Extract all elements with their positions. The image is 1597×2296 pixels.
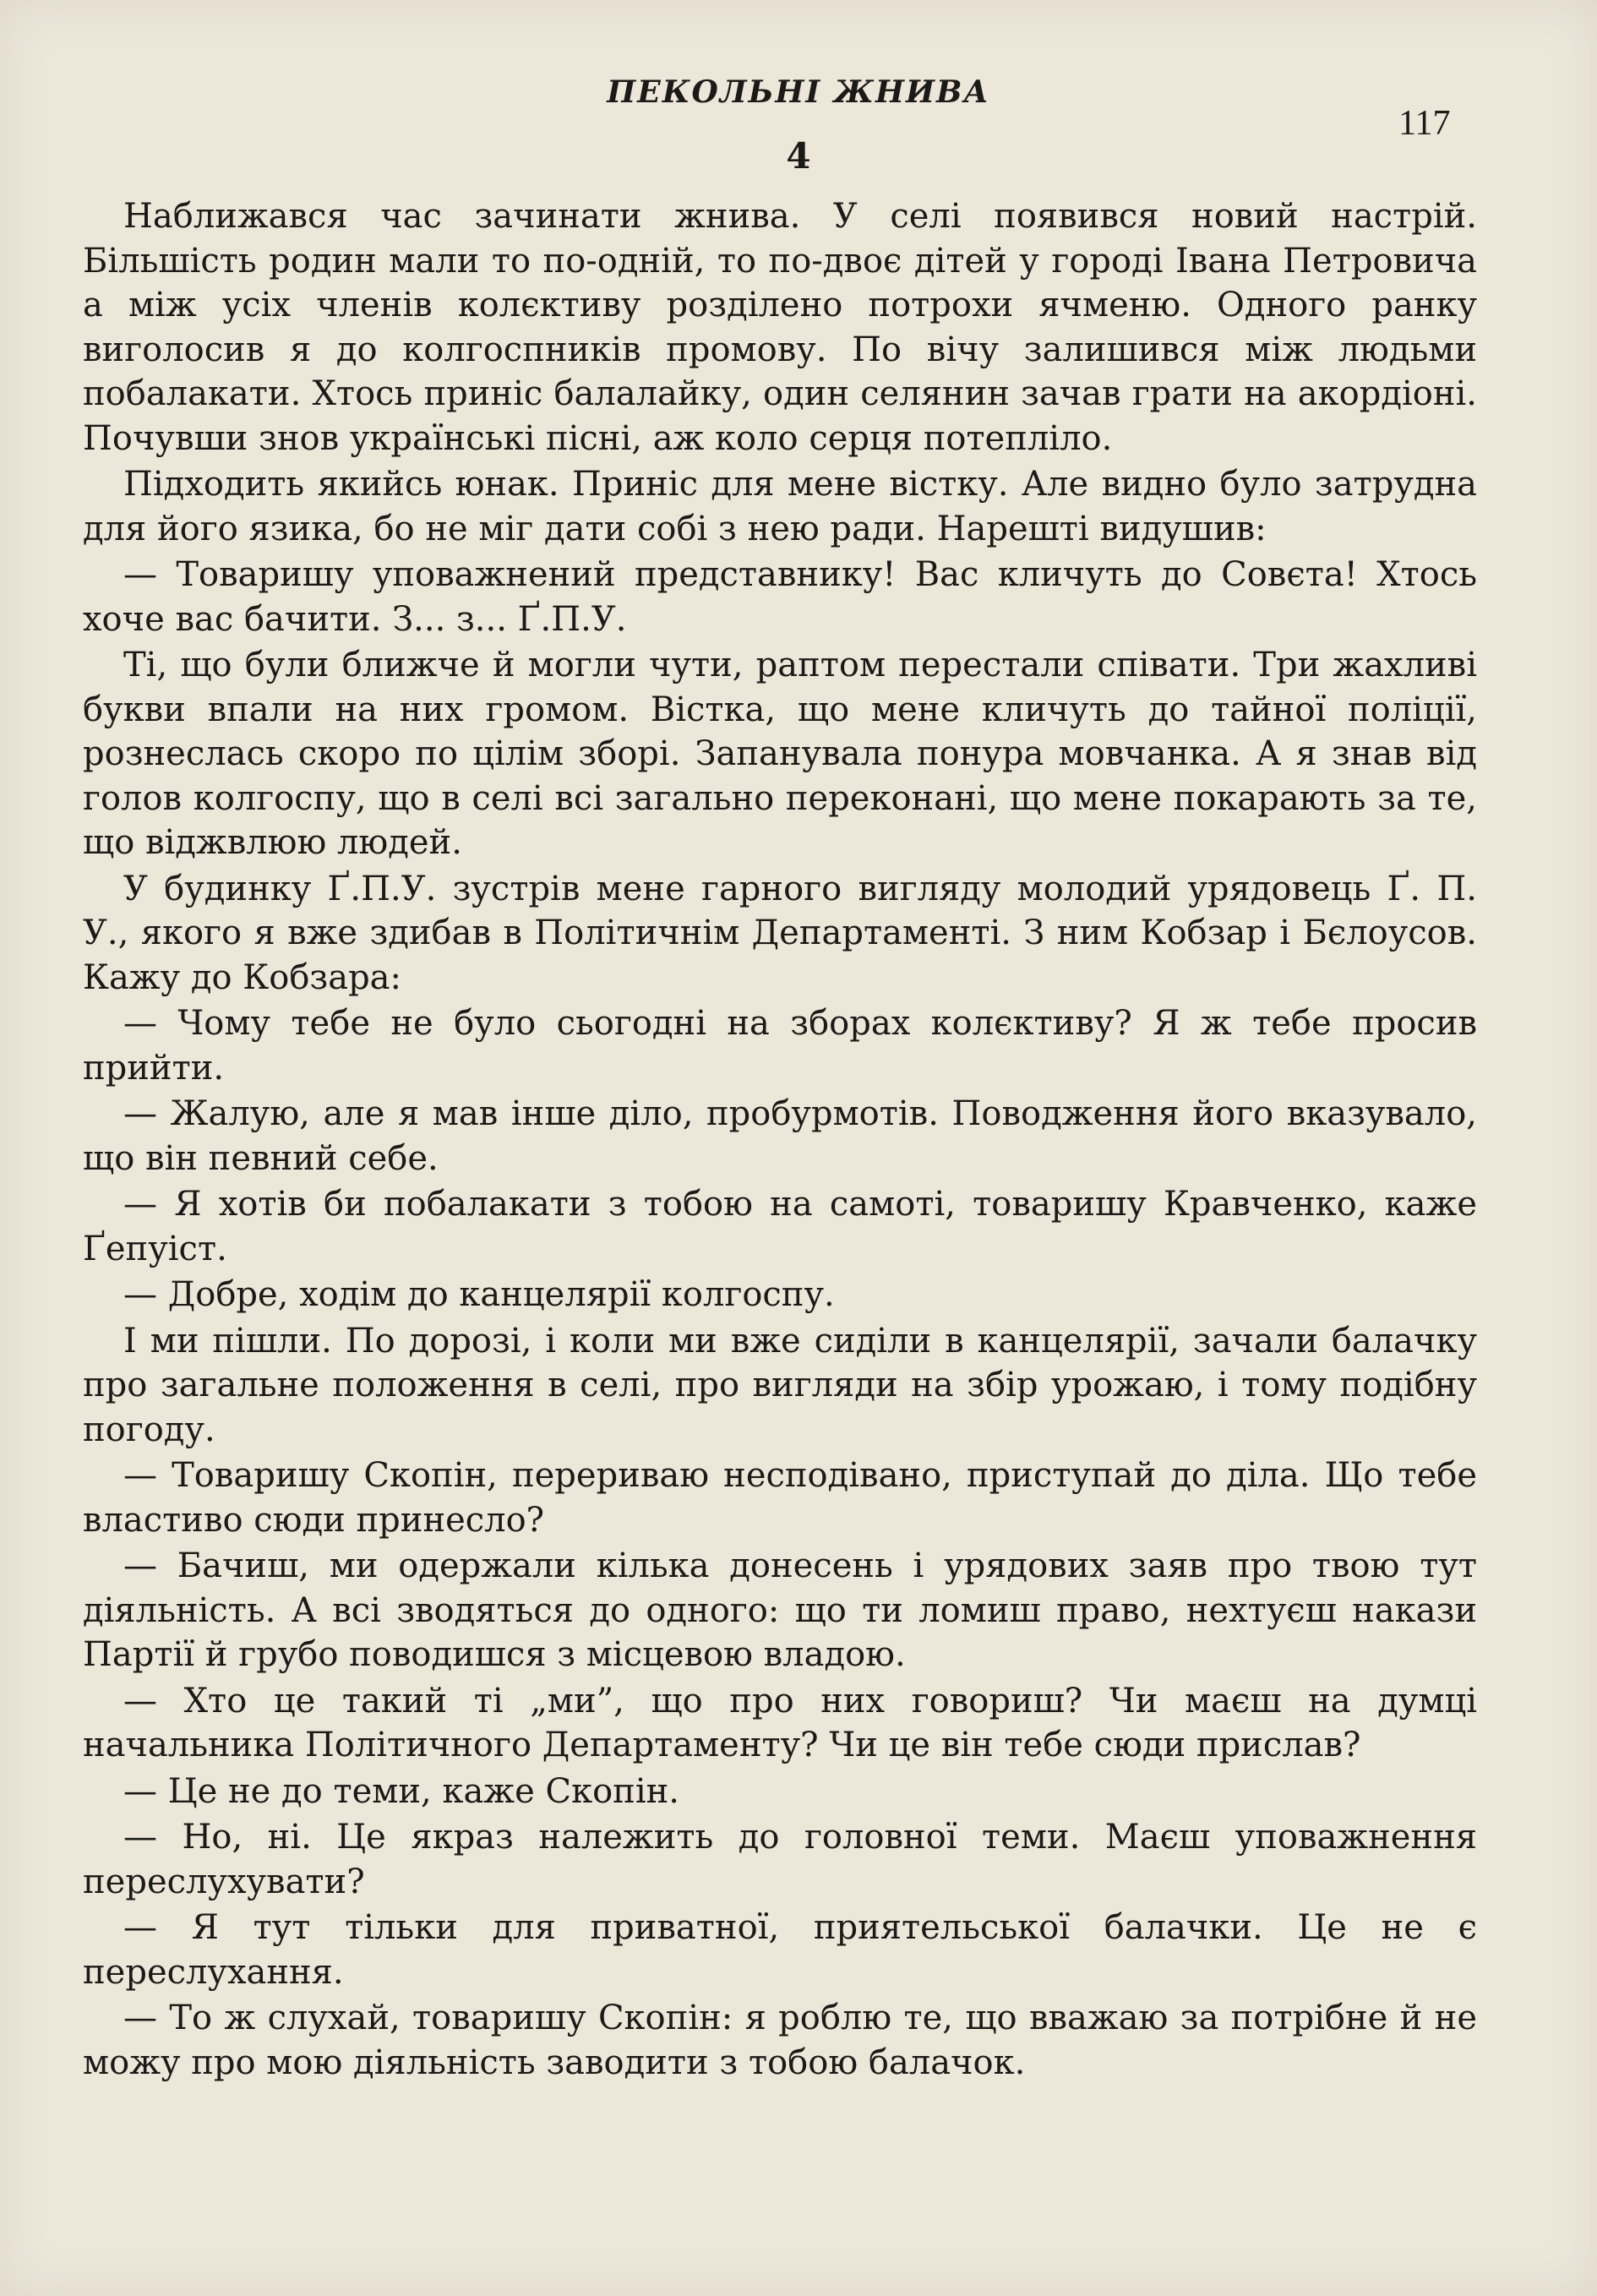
paragraph: Підходить якийсь юнак. Приніс для мене вістку. Але видно було затрудна для його язика, бо не міг дати собі з нею ради. Нарешті видушив: xyxy=(83,465,1477,548)
paragraph: Наближався час зачинати жнива. У селі появився новий настрій. Більшість родин мали то по-одній, то по-двоє дітей у городі Івана Петровича а між усіх членів колєктиву розділено потрохи ячменю. Одного ранку виголосив я до колгоспників промову. По вічу залишився між людьми побалакати. Хтось приніс балалайку, один селянин зачав грати на акордіоні. Почувши знов українські пісні, аж коло серця потепліло. xyxy=(83,197,1477,458)
paragraph: — Це не до теми, каже Скопін. xyxy=(123,1771,680,1811)
paragraph: — Я хотів би побалакати з тобою на самоті, товаришу Кравченко, каже Ґепуіст. xyxy=(83,1185,1477,1268)
paragraph: І ми пішли. По дорозі, і коли ми вже сиділи в канцелярії, зачали балачку про загальне положення в селі, про вигляди на збір урожаю, і тому подібну погоду. xyxy=(83,1321,1477,1449)
paragraph: — Но, ні. Це якраз належить до головної теми. Маєш уповажнення переслухувати? xyxy=(83,1818,1477,1901)
paragraph: — Добре, ходім до канцелярії колгоспу. xyxy=(123,1275,835,1314)
paragraph: — Товаришу Скопін, перериваю несподівано, приступай до діла. Що тебе властиво сюди принесло? xyxy=(83,1456,1477,1540)
paragraph: Ті, що були ближче й могли чути, раптом перестали співати. Три жахливі букви впали на них громом. Вістка, що мене кличуть до тайної поліції, рознеслась скоро по цілім зборі. Запанувала понура мовчанка. А я знав від голов колгоспу, що в селі всі загально переконані, що мене покарають за те, що віджвлюю людей. xyxy=(83,646,1477,862)
paragraph: — Я тут тільки для приватної, приятельської балачки. Це не є переслухання. xyxy=(83,1908,1477,1992)
paragraph: — Бачиш, ми одержали кілька донесень і урядових заяв про твою тут діяльність. А всі зводяться до одного: що ти ломиш право, нехтуєш накази Партії й грубо поводишся з місцевою владою. xyxy=(83,1546,1477,1674)
section-number: 4 xyxy=(786,135,811,177)
paragraph: У будинку Ґ.П.У. зустрів мене гарного вигляду молодий урядовець Ґ. П. У., якого я вже здибав в Політичнім Департаменті. З ним Кобзар і Бєлоусов. Кажу до Кобзара: xyxy=(83,869,1477,997)
running-title: ПЕКОЛЬНІ ЖНИВА xyxy=(607,74,990,110)
paragraph: — Товаришу уповажнений представнику! Вас кличуть до Совєта! Хтось хоче вас бачити. З... з... Ґ.П.У. xyxy=(83,555,1477,639)
paragraph: — Жалую, але я мав інше діло, пробурмотів. Поводження його вказувало, що він певний себе. xyxy=(83,1094,1477,1178)
page-number: 117 xyxy=(1398,104,1451,143)
paragraph: — Чому тебе не було сьогодні на зборах колєктиву? Я ж тебе просив прийти. xyxy=(83,1004,1477,1088)
paragraph: — Хто це такий ті „ми”, що про них говориш? Чи маєш на думці начальника Політичного Департаменту? Чи це він тебе сюди прислав? xyxy=(83,1681,1477,1764)
body-text xyxy=(83,194,1477,2085)
paragraph: — То ж слухай, товаришу Скопін: я роблю те, що вважаю за потрібне й не можу про мою діяльність заводити з тобою балачок. xyxy=(83,1999,1477,2082)
